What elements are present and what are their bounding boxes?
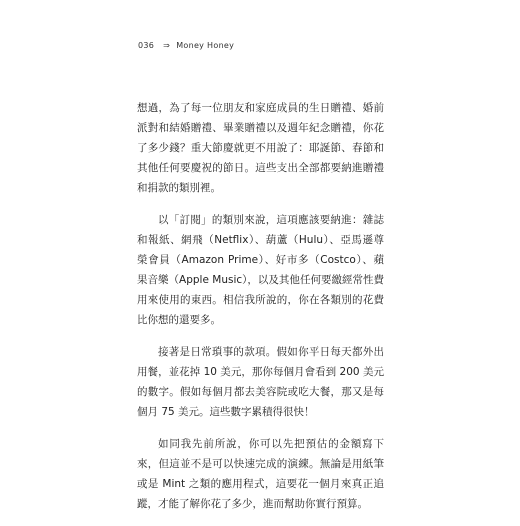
paragraph-tracking: 如同我先前所說，你可以先把預估的金額寫下來，但這並不是可以快速完成的演練。無論是用紙筆或是 Mint 之類的應用程式，這要花一個月來真正追蹤，才能了解你花了多少，進而幫助你實行預算。 [137,438,384,510]
right-arrow-icon: ⇒ [163,41,171,50]
paragraph-gifts: 想過，為了每一位朋友和家庭成員的生日贈禮、婚前派對和結婚贈禮、畢業贈禮以及週年紀念贈禮，你花了多少錢？重大節慶就更不用說了：耶誕節、春節和其他任何要慶祝的節日。這些支出全部都要納進贈禮和捐款的類別裡。 [137,102,384,194]
page-number: 036 [138,41,155,50]
paragraph-subscriptions: 以「訂閱」的類別來說，這項應該要納進：雜誌和報紙、網飛（Netflix）、葫蘆（Hulu）、亞馬遜尊榮會員（Amazon Prime）、好市多（Costco）、蘋果音樂（Apple Music），以及其他任何要繳經常性費用來使用的東西。相信我所說的，你在各類別的花費比你想的還要多。 [137,214,384,326]
paragraph-daily-expenses: 接著是日常瑣事的款項。假如你平日每天都外出用餐，並花掉 10 美元，那你每個月會看到 200 美元的數字。假如每個月都去美容院或吃大餐，那又是每個月 75 美元。這些數字累積得很快！ [137,346,384,418]
body-text [137,98,384,526]
running-head [138,41,234,50]
book-title: Money Honey [176,41,235,50]
